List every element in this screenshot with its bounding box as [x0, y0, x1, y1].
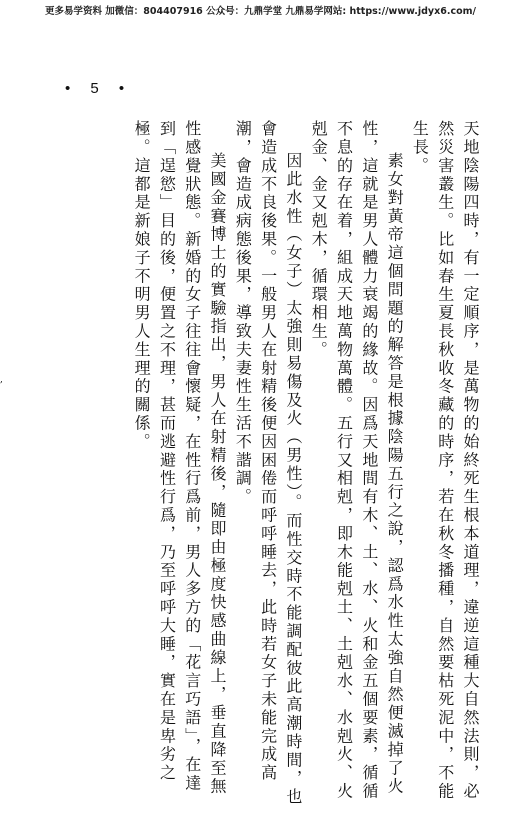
paragraph-1: 天地陰陽四時，有一定順序，是萬物的始終死生根本道理，違逆這種大自然法則，必然災害叢生。比如春生夏長秋收冬藏的時序，若在秋冬播種，自然要枯死泥中，不能生長。: [410, 120, 480, 801]
vertical-text-body: [129, 120, 483, 810]
margin-mark: ,: [0, 375, 3, 385]
paragraph-3: 因此水性（女子）太強則易傷及火（男性）。而性交時不能調配彼此高潮時間，也會造成不良後果。一般男人在射精後便因困倦而呼呼睡去，此時若女子未能完成高潮，會造成病態後果，導致夫妻性生活不諧調。: [233, 120, 303, 807]
page-number: • 5 •: [65, 80, 133, 97]
paragraph-2: 素女對黃帝這個問題的解答是根據陰陽五行之說，認爲水性太強自然便滅掉了火性，這就是男人體力衰竭的緣故。因爲天地間有木、土、水、火和金五個要素，循循不息的存在着，組成天地萬物萬體。五行又相剋，即木能剋土、土剋水、水剋火、火剋金、金又剋木，循環相生。: [309, 120, 405, 801]
header-watermark: 更多易学资料 加微信：804407916 公众号：九鼎学堂 九鼎易学网站: https://www.jdyx6.com/: [44, 6, 476, 17]
paragraph-4: 美國金賽博士的實驗指出，男人在射精後，隨即由極度快感曲線上，垂直降至無性感覺狀態。新婚的女子往往會懷疑，在性行爲前，男人多方的「花言巧語」，在達到「逞慾」目的後，便置之不理，甚而逃避性行爲，乃至呼呼大睡，實在是卑劣之極。這都是新娘子不明男人生理的關係。: [132, 120, 228, 796]
